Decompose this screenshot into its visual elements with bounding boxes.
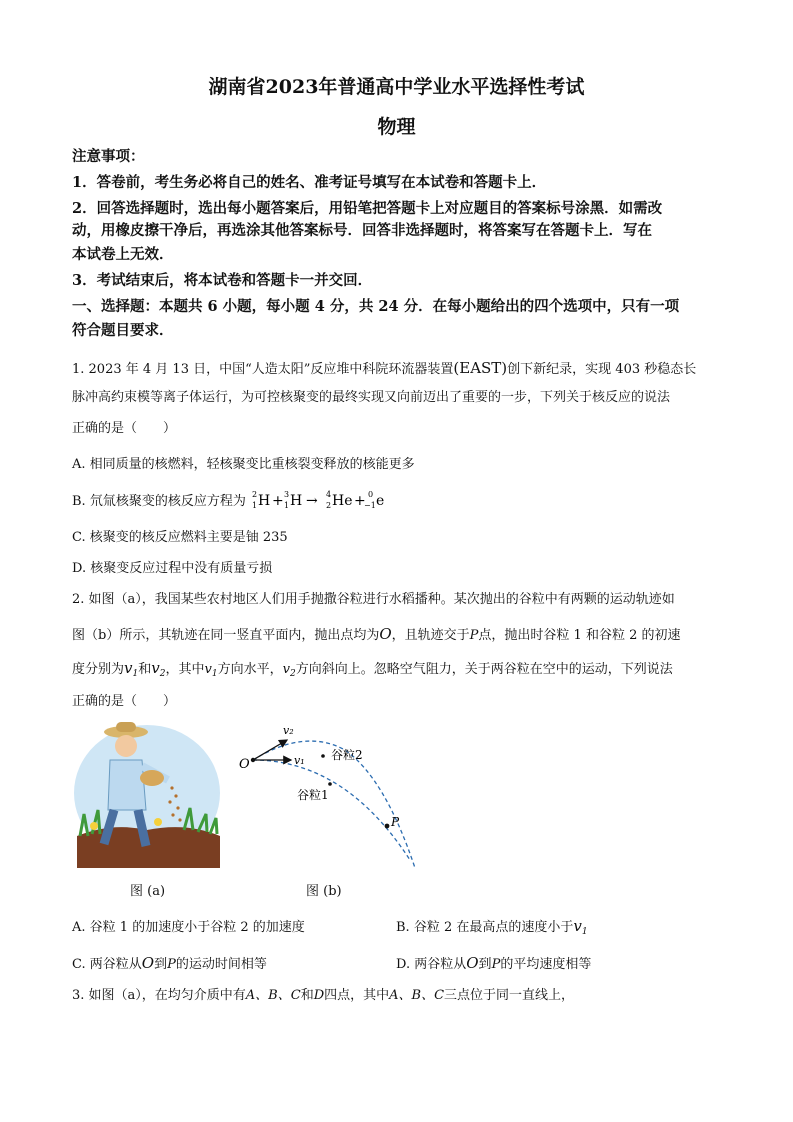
east-label: (EAST)	[453, 359, 508, 377]
q2-option-c-text: 到	[154, 957, 168, 972]
flower	[154, 818, 162, 826]
v: v	[573, 917, 582, 935]
svg-text:+: +	[271, 493, 284, 509]
symbol-v1	[124, 659, 138, 677]
v: v	[124, 659, 133, 677]
symbol-o: O	[379, 625, 392, 643]
notice-line-2a: 2．回答选择题时，选出每小题答案后，用铅笔把答题卡上对应题目的答案标号涂黑．如需改	[72, 200, 663, 217]
svg-text:2: 2	[251, 490, 258, 499]
q2-text: 方向斜向上。忽略空气阻力，关于两谷粒在空中的运动，下列说法	[295, 662, 673, 677]
q2-option-d-text: 的平均速度相等	[500, 957, 592, 972]
q2-option-c	[72, 953, 267, 972]
sub-2: 2	[159, 669, 166, 679]
svg-text:0: 0	[367, 490, 374, 499]
sub-1: 1	[211, 669, 218, 679]
q2-line-2	[72, 618, 724, 652]
svg-text:3: 3	[283, 490, 290, 499]
notice-line-2c: 本试卷上无效．	[72, 246, 174, 263]
v: v	[151, 659, 160, 677]
symbol-v1	[204, 662, 217, 677]
basket	[140, 770, 164, 786]
symbol-v2	[283, 662, 296, 677]
points-abc: A、B、C	[245, 988, 301, 1003]
notice-line-2b: 动，用橡皮擦干净后，再选涂其他答案标号．回答非选择题时，将答案写在答题卡上．写在	[72, 222, 652, 239]
q2-line-4: 正确的是（ ）	[72, 694, 177, 709]
q1-line-1	[72, 352, 724, 386]
q3-text: 三点位于同一直线上，	[444, 988, 575, 1003]
label-grain-1: 谷粒1	[297, 788, 329, 802]
svg-text:2: 2	[325, 501, 332, 510]
q3-text: 3. 如图（a），在均匀介质中有	[72, 988, 246, 1003]
q2-text: 度分别为	[72, 662, 125, 677]
q1-text-b: 创下新纪录，实现 403 秒稳态长	[507, 362, 697, 377]
svg-text:−1: −1	[363, 501, 376, 510]
svg-text:+: +	[353, 493, 366, 509]
head	[115, 735, 137, 757]
velocity-v2-arrow	[253, 740, 287, 760]
symbol-p: P	[469, 628, 479, 643]
sub-1: 1	[132, 669, 139, 679]
label-v1: v₁	[294, 754, 305, 767]
svg-text:4: 4	[325, 490, 332, 499]
q1-line-2: 脉冲高约束模等离子体运行，为可控核聚变的最终实现又向前迈出了重要的一步，下列关于核反应的说法	[72, 390, 671, 405]
q3-text: 和	[300, 988, 314, 1003]
q1-option-c: C. 核聚变的核反应燃料主要是铀 235	[72, 530, 288, 545]
q2-option-b-text: B. 谷粒 2 在最高点的速度小于	[396, 920, 574, 935]
q2-text: 图（b）所示，其轨迹在同一竖直平面内，抛出点均为	[72, 628, 380, 643]
q2-text: 方向水平，	[217, 662, 283, 677]
svg-text:H: H	[289, 493, 303, 509]
q1-option-b	[72, 489, 410, 511]
q1-option-b-text: B. 氘氚核聚变的核反应方程为	[72, 494, 246, 509]
svg-text:1: 1	[283, 501, 290, 510]
label-p: P	[391, 815, 400, 829]
label-o: O	[239, 757, 250, 772]
q2-option-c-text: 的运动时间相等	[175, 957, 267, 972]
v: v	[282, 662, 290, 677]
notice-heading: 注意事项：	[72, 148, 145, 165]
sub-1: 1	[581, 927, 588, 937]
q2-option-b	[396, 916, 588, 937]
q1-text-a: 1. 2023 年 4 月 13 日，中国“人造太阳”反应堆中科院环流器装置	[72, 362, 454, 377]
q3-line-1	[72, 980, 724, 1012]
figure-b-trajectory-diagram	[235, 720, 425, 870]
q2-option-d	[396, 953, 591, 972]
label-v2: v₂	[283, 724, 294, 737]
q2-option-d-text: D. 两谷粒从	[396, 957, 467, 972]
grain-2-dot	[321, 754, 325, 758]
q2-option-a: A. 谷粒 1 的加速度小于谷粒 2 的加速度	[72, 920, 305, 935]
section-heading-b: 符合题目要求．	[72, 322, 174, 339]
q3-text: 四点，其中	[324, 988, 390, 1003]
q1-line-3: 正确的是（ ）	[72, 421, 177, 436]
trajectory-grain-1	[253, 760, 410, 860]
point-d: D	[313, 988, 325, 1003]
svg-text:e: e	[375, 493, 385, 509]
q1-option-a: A. 相同质量的核燃料，轻核聚变比重核裂变释放的核能更多	[72, 457, 415, 472]
q2-text: 点，抛出时谷粒 1 和谷粒 2 的初速	[478, 628, 681, 643]
q2-option-d-text: 到	[478, 957, 492, 972]
symbol-v2	[151, 659, 165, 677]
grain-1-dot	[328, 782, 332, 786]
symbol-p: P	[491, 957, 501, 972]
symbol-p: P	[167, 957, 176, 972]
label-grain-2: 谷粒2	[331, 748, 363, 762]
caption-figure-a: 图 (a)	[130, 884, 166, 899]
figure-a-farmer-illustration	[72, 718, 222, 872]
caption-figure-b: 图 (b)	[306, 884, 342, 899]
points-abc: A、B、C	[389, 988, 445, 1003]
svg-text:→: →	[305, 493, 318, 509]
q2-option-c-text: C. 两谷粒从	[72, 957, 142, 972]
q1-option-d: D. 核聚变反应过程中没有质量亏损	[72, 561, 273, 576]
q2-line-1: 2. 如图（a），我国某些农村地区人们用手抛撒谷粒进行水稻播种。某次抛出的谷粒中有两颗的运动轨迹如	[72, 592, 675, 607]
hat-top	[116, 722, 136, 732]
symbol-o: O	[141, 954, 155, 972]
symbol-v1	[573, 917, 587, 935]
q2-line-3	[72, 652, 724, 690]
q2-text: ，其中	[165, 662, 205, 677]
point-o	[251, 758, 255, 762]
svg-text:H: H	[257, 493, 271, 509]
section-heading-a: 一、选择题：本题共 6 小题，每小题 4 分，共 24 分．在每小题给出的四个选项中，只有一项	[72, 298, 680, 315]
flower	[90, 822, 98, 830]
symbol-o: O	[466, 954, 479, 972]
nuclear-equation	[250, 489, 410, 511]
point-p	[385, 824, 390, 829]
q2-text: ，且轨迹交于	[391, 628, 470, 643]
sub-2: 2	[289, 669, 296, 679]
svg-text:He: He	[331, 493, 353, 509]
v: v	[204, 662, 212, 677]
notice-line-1: 1．答卷前，考生务必将自己的姓名、准考证号填写在本试卷和答题卡上．	[72, 174, 547, 191]
q2-text: 和	[138, 662, 152, 677]
svg-text:1: 1	[251, 501, 258, 510]
notice-line-3: 3．考试结束后，将本试卷和答题卡一并交回．	[72, 272, 373, 289]
exam-title: 湖南省2023年普通高中学业水平选择性考试	[208, 76, 585, 98]
body-shirt	[108, 760, 146, 810]
subject-title: 物理	[377, 116, 416, 138]
